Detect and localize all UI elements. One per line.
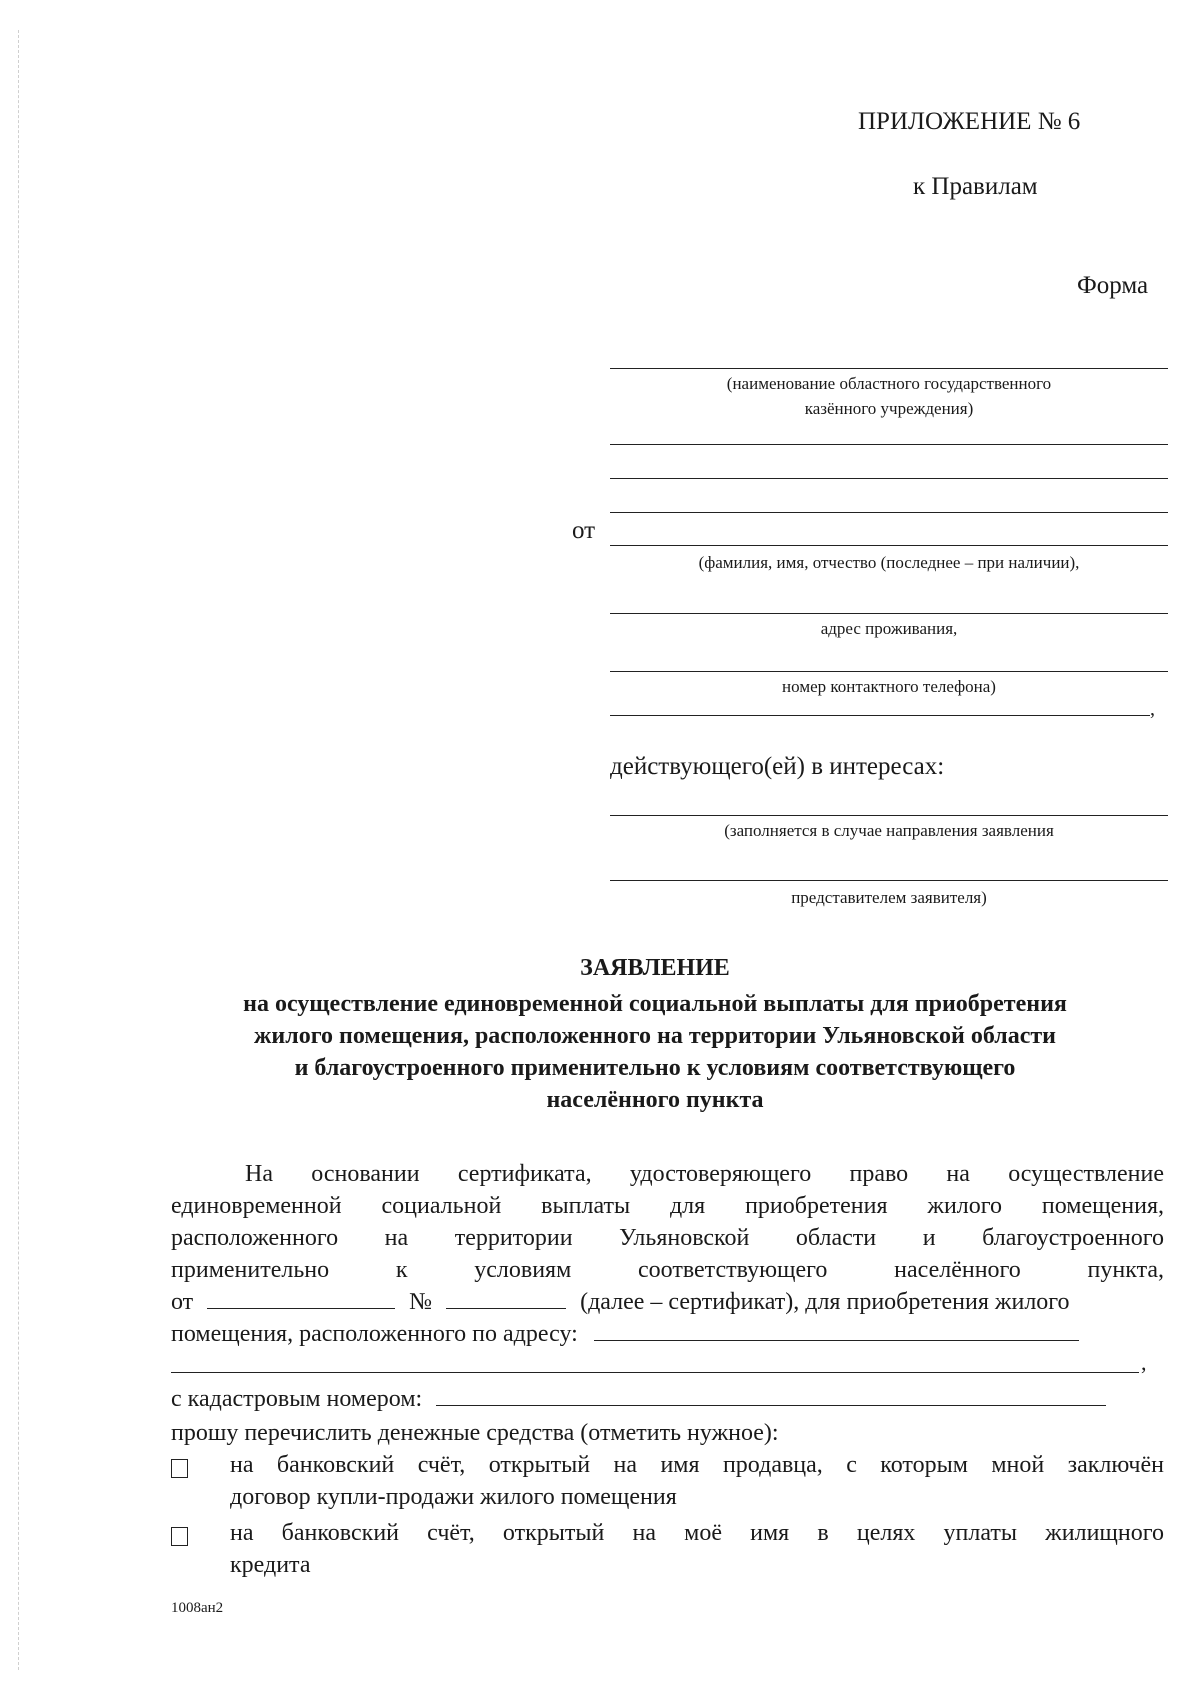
- applicant-phone-caption: номер контактного телефона): [782, 677, 996, 696]
- scan-edge-marks: [18, 30, 19, 1670]
- certificate-date-field[interactable]: [207, 1286, 395, 1309]
- property-address-field[interactable]: [594, 1318, 1079, 1341]
- addressee-extra-line: [610, 478, 1168, 479]
- option-seller-account-line1: на банковский счёт, открытый на имя продавца, с которым мной заключён: [230, 1452, 1164, 1478]
- body-line: расположенного на территории Ульяновской области и благоустроенного: [171, 1225, 1164, 1251]
- option-own-account-checkbox[interactable]: [171, 1527, 188, 1546]
- subtitle-line: населённого пункта: [546, 1087, 764, 1113]
- form-code: 1008ан2: [171, 1600, 224, 1616]
- addressee-caption: [610, 371, 1168, 421]
- after-number-text: (далее – сертификат), для приобретения жилого: [580, 1289, 1070, 1315]
- to-rules-label: к Правилам: [913, 173, 1038, 200]
- cadastral-number-field[interactable]: [436, 1383, 1106, 1406]
- appendix-heading: ПРИЛОЖЕНИЕ № 6: [858, 108, 1081, 135]
- body-line: применительно к условиям соответствующего населённого пункта,: [171, 1257, 1164, 1283]
- representative-caption-line1: (заполняется в случае направления заявления: [724, 821, 1054, 840]
- document-title: ЗАЯВЛЕНИЕ: [580, 955, 730, 981]
- addressee-extra-line: [610, 444, 1168, 445]
- subtitle-line: жилого помещения, расположенного на территории Ульяновской области: [254, 1023, 1056, 1049]
- property-address-field-continuation[interactable]: [171, 1372, 1139, 1373]
- document-subtitle: [150, 988, 1160, 1116]
- body-line: единовременной социальной выплаты для приобретения жилого помещения,: [171, 1193, 1164, 1219]
- addressee-extra-line: [610, 512, 1168, 513]
- applicant-address-caption: адрес проживания,: [820, 619, 958, 638]
- addressee-line: [610, 368, 1168, 369]
- applicant-phone-line: [610, 671, 1168, 672]
- acting-on-behalf-label: действующего(ей) в интересах:: [610, 753, 945, 780]
- option-seller-account-checkbox[interactable]: [171, 1459, 188, 1478]
- address-label: помещения, расположенного по адресу:: [171, 1321, 578, 1347]
- representative-caption-line2: представителем заявителя): [791, 888, 987, 907]
- from-word: от: [171, 1289, 194, 1315]
- form-label: Форма: [1077, 272, 1149, 299]
- representative-line: [610, 815, 1168, 816]
- applicant-comma: ,: [1150, 698, 1155, 720]
- addressee-caption-line2: казённого учреждения): [804, 399, 974, 418]
- cadastral-label: с кадастровым номером:: [171, 1386, 423, 1412]
- applicant-name-caption: (фамилия, имя, отчество (последнее – при наличии),: [698, 553, 1080, 572]
- certificate-line: [171, 1286, 1164, 1318]
- option-seller-account-line2: договор купли-продажи жилого помещения: [230, 1484, 677, 1510]
- address-comma: ,: [1141, 1350, 1147, 1375]
- certificate-number-field[interactable]: [446, 1286, 566, 1309]
- body-line: На основании сертификата, удостоверяющего право на осуществление: [245, 1161, 1164, 1187]
- applicant-name-line: [610, 545, 1168, 546]
- number-sign: №: [409, 1289, 433, 1315]
- cadastral-line: [171, 1383, 1164, 1415]
- representative-line: [610, 880, 1168, 881]
- applicant-address-line: [610, 613, 1168, 614]
- option-own-account-line2: кредита: [230, 1552, 311, 1578]
- addressee-caption-line1: (наименование областного государственного: [726, 374, 1052, 393]
- subtitle-line: и благоустроенного применительно к условиям соответствующего: [294, 1055, 1016, 1081]
- from-label: от: [572, 517, 596, 544]
- subtitle-line: на осуществление единовременной социальной выплаты для приобретения: [243, 991, 1067, 1017]
- request-text: прошу перечислить денежные средства (отметить нужное):: [171, 1420, 779, 1446]
- applicant-extra-line: [610, 715, 1150, 716]
- address-line: [171, 1318, 1164, 1350]
- option-own-account-line1: на банковский счёт, открытый на моё имя в целях уплаты жилищного: [230, 1520, 1164, 1546]
